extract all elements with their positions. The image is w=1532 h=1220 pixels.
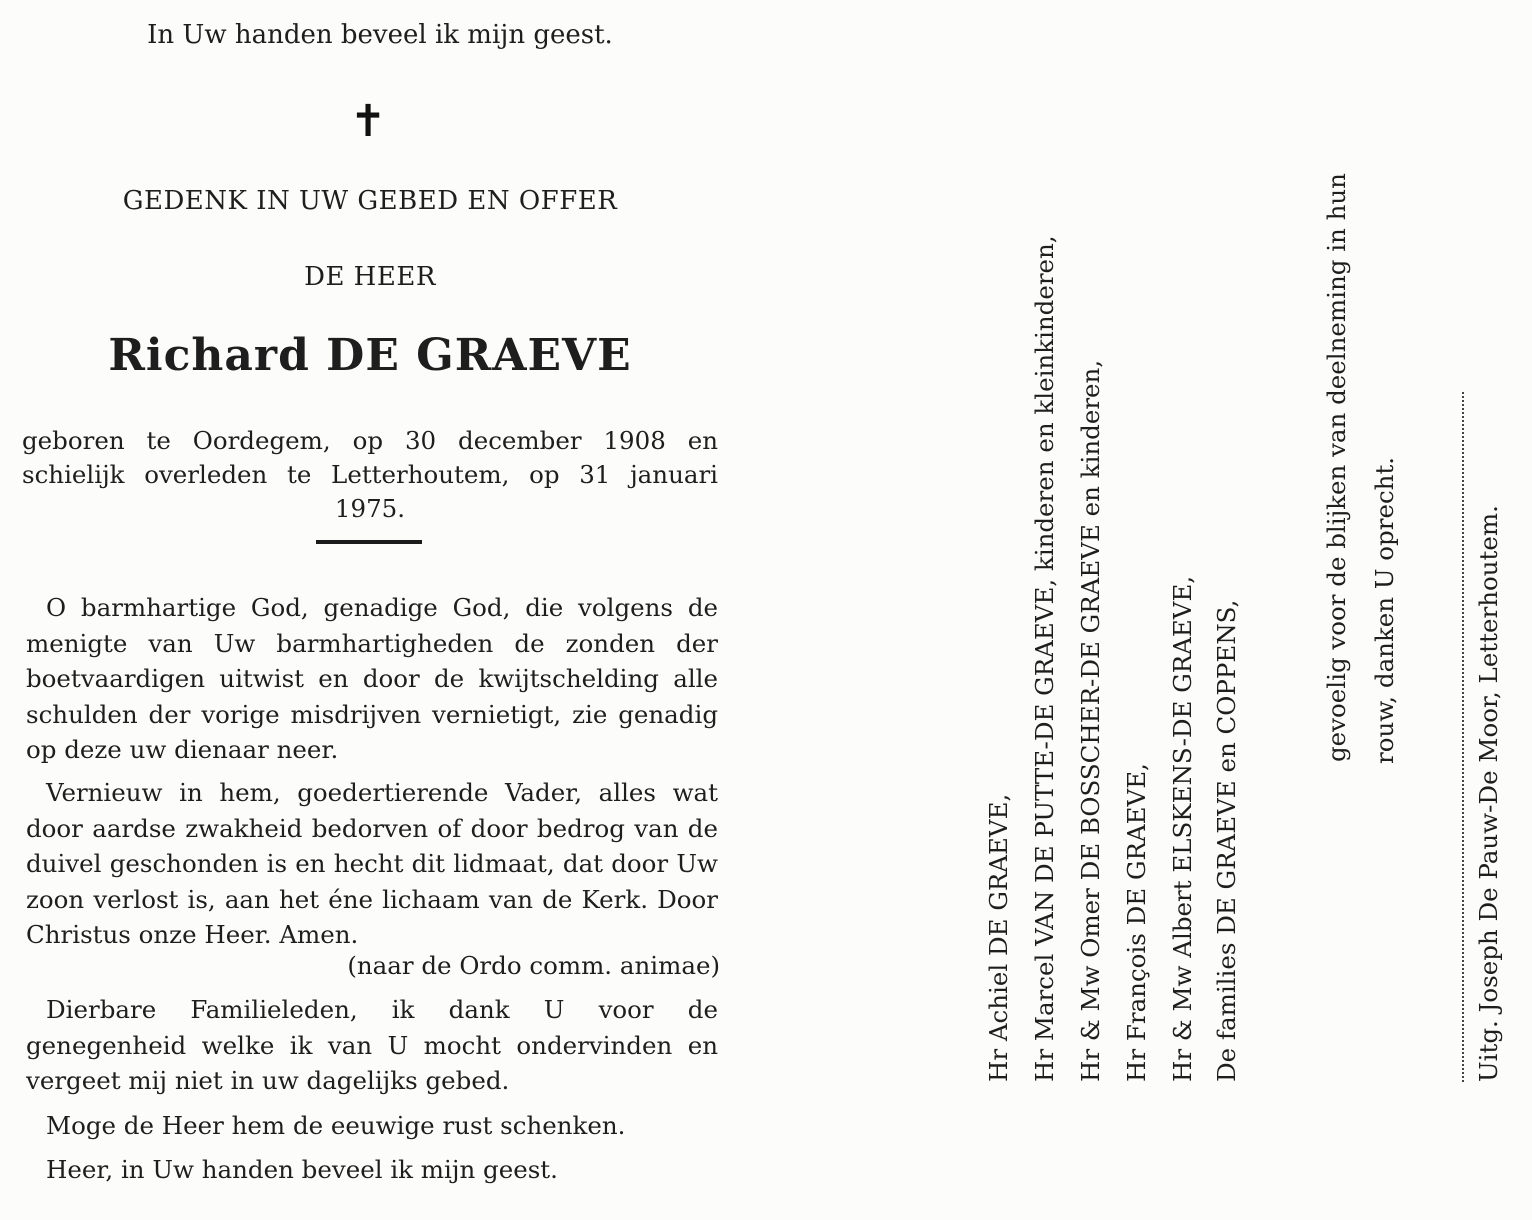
prayer-source: (naar de Ordo comm. animae) [347, 951, 720, 980]
prayer-paragraph-4: Moge de Heer hem de eeuwige rust schenken. [46, 1111, 626, 1140]
prayer-paragraph-5: Heer, in Uw handen beveel ik mijn geest. [46, 1155, 558, 1184]
deceased-name: Richard DE GRAEVE [108, 330, 632, 381]
family-line-3: Hr & Mw Omer DE BOSSCHER-DE GRAEVE en kinderen, [1076, 359, 1105, 1082]
publisher: Uitg. Joseph De Pauw-De Moor, Letterhoutem. [1474, 505, 1503, 1082]
motto: In Uw handen beveel ik mijn geest. [147, 20, 613, 50]
dotted-separator [1462, 392, 1464, 1082]
heading: GEDENK IN UW GEBED EN OFFER [122, 186, 618, 216]
prayer-paragraph-1: O barmhartige God, genadige God, die volgens de menigte van Uw barmhartigheden de zonden der boetvaardigen uitwist en door de kwijtschelding alle schulden der vorige misdrijven vernietigt, zie genadig op deze uw dienaar neer. [26, 593, 718, 764]
thanks-line-1: gevoelig voor de blijken van deelneming in hun [1322, 173, 1351, 762]
prayer-paragraph-3: Dierbare Familieleden, ik dank U voor de genegenheid welke ik van U mocht ondervinden en vergeet mij niet in uw dagelijks gebed. [26, 995, 718, 1095]
family-line-6: De families DE GRAEVE en COPPENS, [1212, 599, 1241, 1082]
prayer-card-front [20, 0, 720, 1220]
title: DE HEER [304, 262, 436, 292]
thank-you-panel [760, 0, 1532, 1220]
family-line-2: Hr Marcel VAN DE PUTTE-DE GRAEVE, kinderen en kleinkinderen, [1030, 235, 1059, 1082]
latin-cross-icon: ✝ [349, 96, 387, 147]
family-line-1: Hr Achiel DE GRAEVE, [984, 793, 1013, 1082]
family-line-4: Hr François DE GRAEVE, [1122, 763, 1151, 1082]
family-line-5: Hr & Mw Albert ELSKENS-DE GRAEVE, [1168, 575, 1197, 1082]
prayer-paragraph-2: Vernieuw in hem, goedertierende Vader, alles wat door aardse zwakheid bedorven of door bedrog van de duivel geschonden is en hecht dit lidmaat, dat door Uw zoon verlost is, aan het éne lichaam van de Kerk. Door Christus onze Heer. Amen. [26, 778, 718, 949]
birth-death-text: geboren te Oordegem, op 30 december 1908 en schielijk overleden te Letterhoutem, op 31 januari 1975. [22, 426, 718, 523]
divider [316, 540, 422, 544]
thanks-line-2: rouw, danken U oprecht. [1370, 456, 1399, 764]
